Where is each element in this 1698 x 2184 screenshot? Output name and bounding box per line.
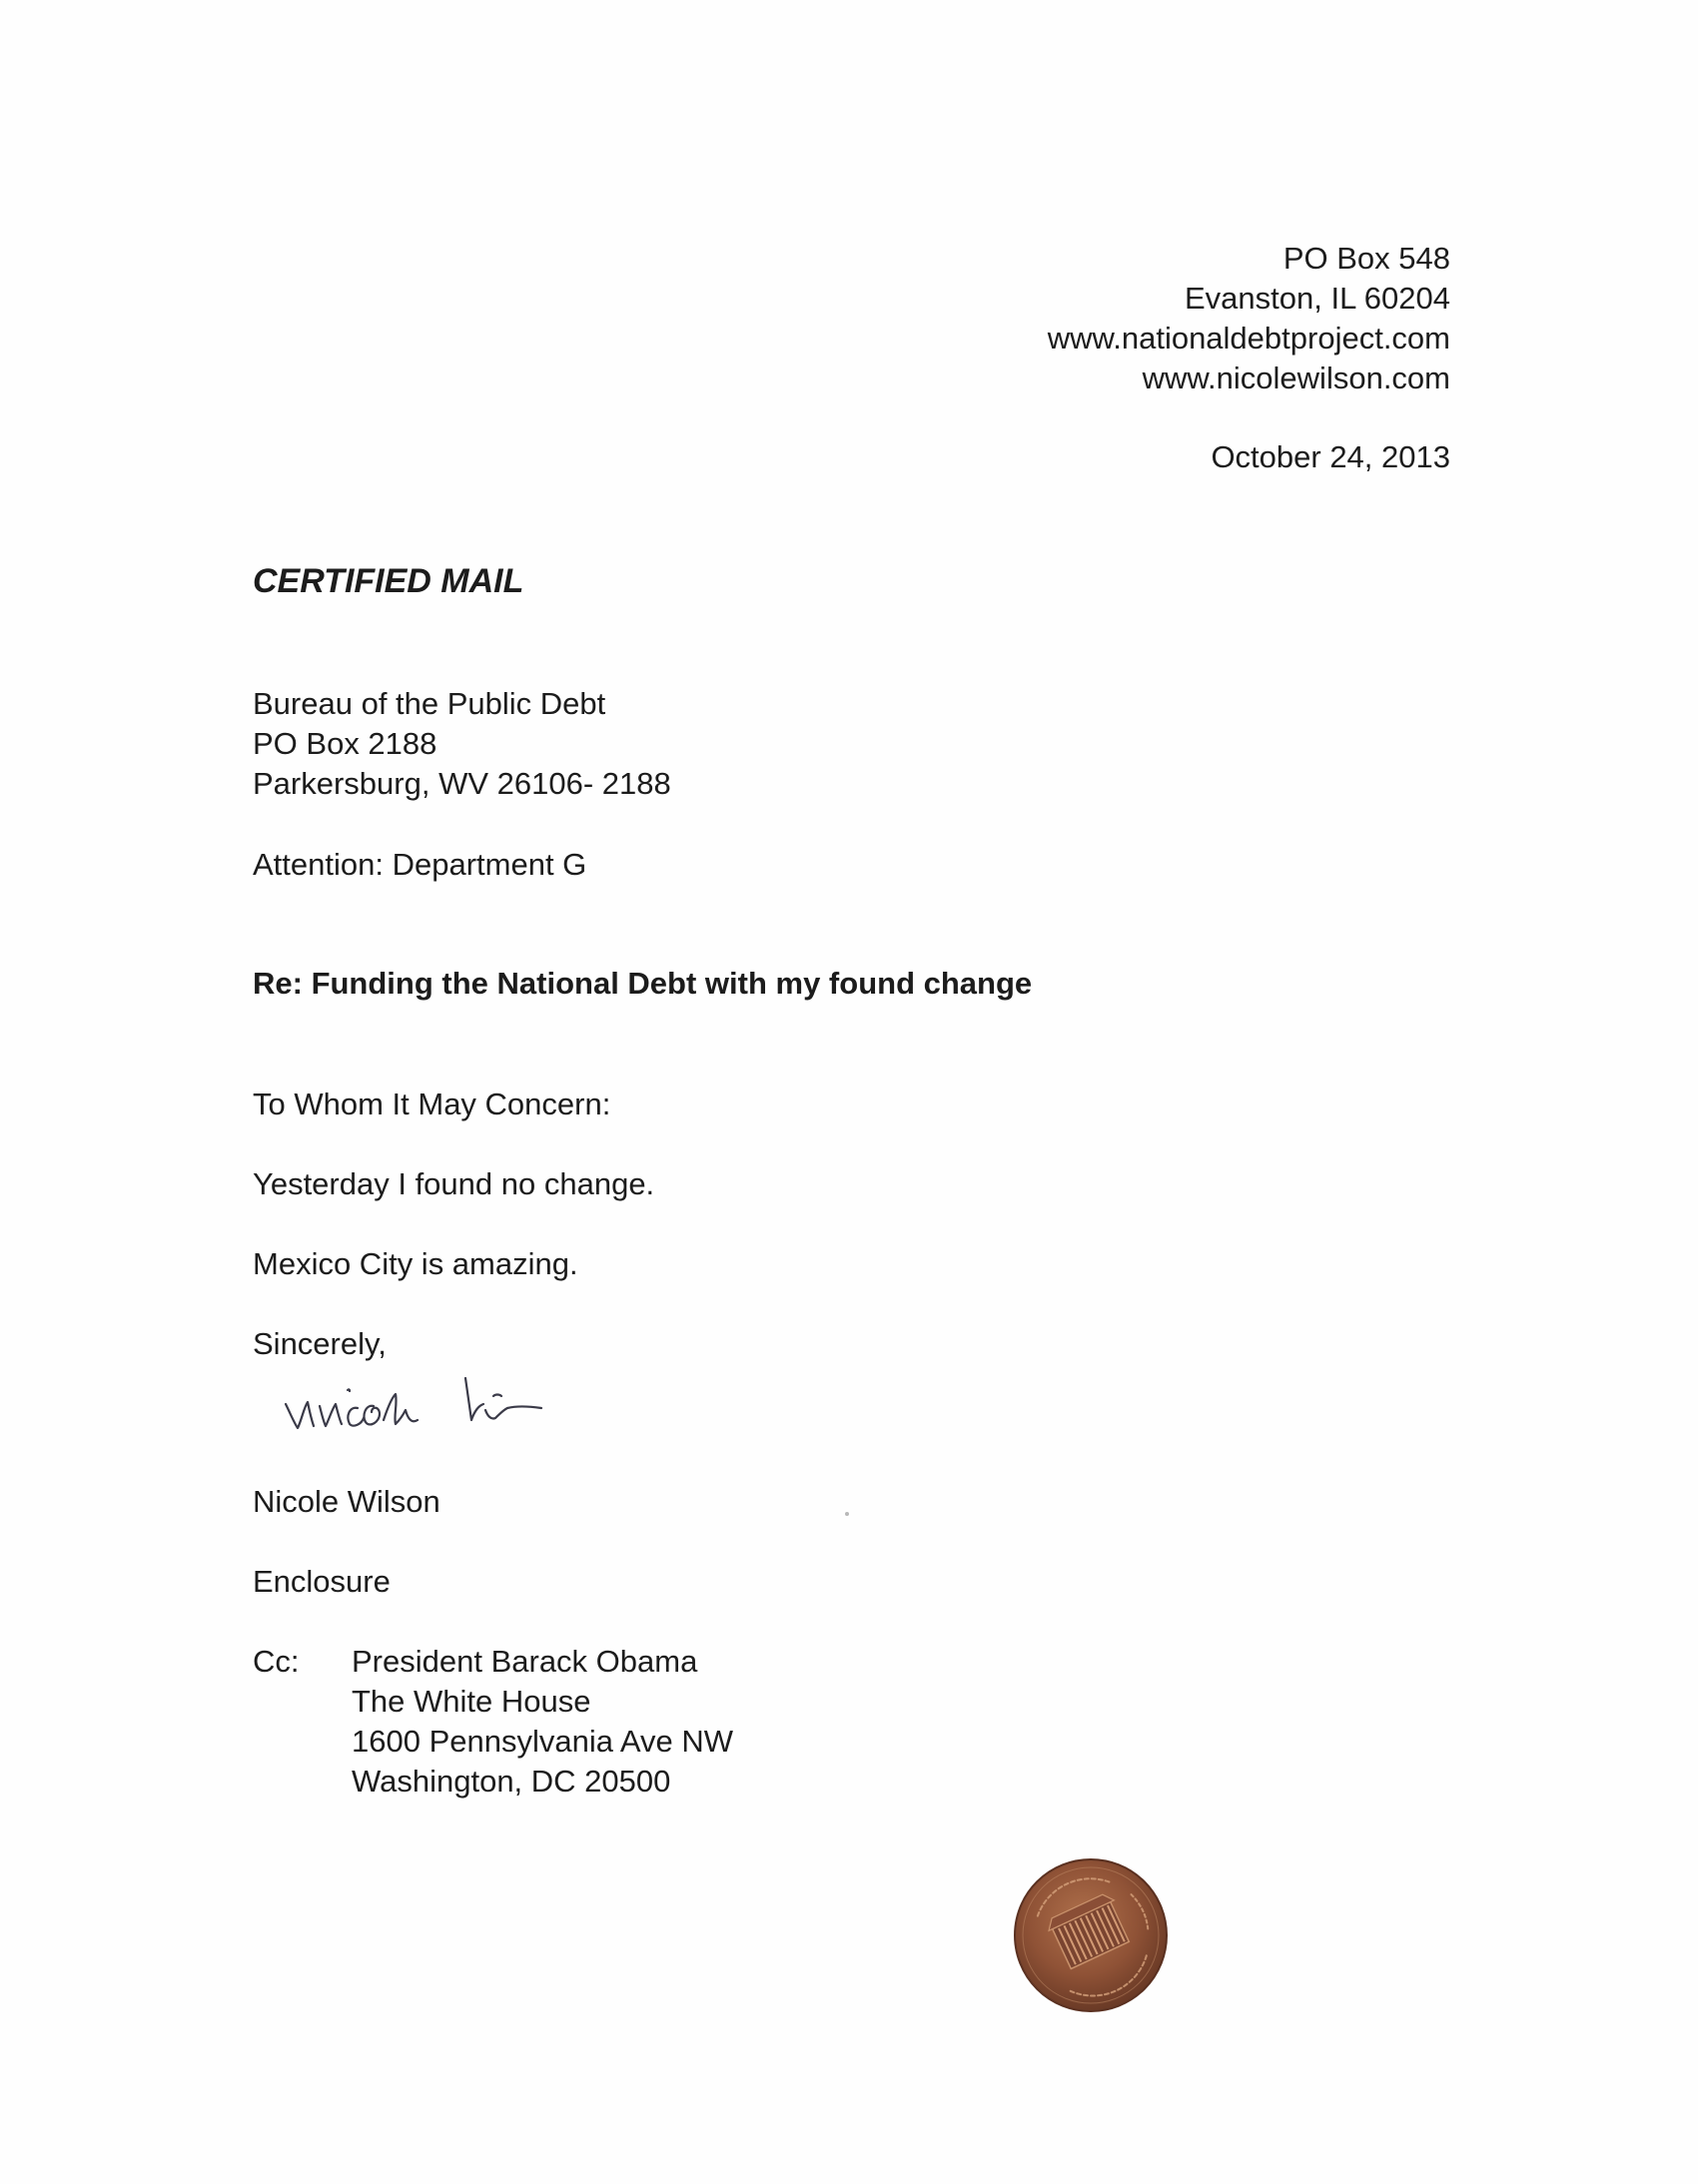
subject-line: Re: Funding the National Debt with my found change — [253, 966, 1033, 1001]
cc-recipient-line: 1600 Pennsylvania Ave NW — [352, 1724, 733, 1759]
body-paragraph: Mexico City is amazing. — [253, 1246, 578, 1281]
closing: Sincerely, — [253, 1326, 387, 1361]
recipient-address — [253, 684, 671, 804]
cc-recipient-line: Washington, DC 20500 — [352, 1764, 671, 1799]
salutation: To Whom It May Concern: — [253, 1087, 611, 1121]
letter-date: October 24, 2013 — [1211, 439, 1450, 474]
cc-recipient — [352, 1642, 733, 1802]
sender-address-line: PO Box 548 — [1282, 241, 1450, 276]
mail-type-heading: CERTIFIED MAIL — [253, 562, 524, 600]
sender-website-link: www.nationaldebtproject.com — [1047, 321, 1450, 356]
recipient-address-line: PO Box 2188 — [253, 726, 437, 761]
sender-website-link: www.nicolewilson.com — [1142, 361, 1450, 395]
sender-address — [1048, 239, 1450, 398]
recipient-address-line: Bureau of the Public Debt — [253, 686, 606, 721]
signer-name: Nicole Wilson — [253, 1484, 440, 1519]
cc-recipient-line: The White House — [352, 1684, 591, 1719]
enclosure-note: Enclosure — [253, 1564, 391, 1599]
paper-speck — [845, 1512, 849, 1516]
handwritten-signature-icon — [280, 1348, 639, 1458]
cc-label: Cc: — [253, 1644, 300, 1679]
body-paragraph: Yesterday I found no change. — [253, 1166, 655, 1201]
attention-line: Attention: Department G — [253, 847, 587, 882]
recipient-address-line: Parkersburg, WV 26106- 2188 — [253, 766, 671, 801]
penny-coin-icon — [1011, 1855, 1171, 2015]
sender-address-line: Evanston, IL 60204 — [1185, 281, 1450, 316]
cc-recipient-line: President Barack Obama — [352, 1644, 698, 1679]
